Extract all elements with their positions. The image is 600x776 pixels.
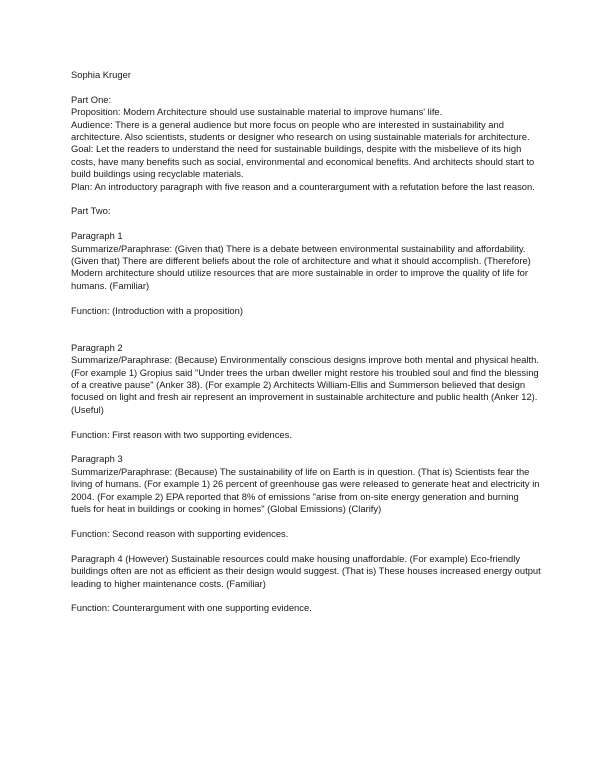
paragraph-4-text: Paragraph 4 (However) Sustainable resources could make housing unaffordable. (For example) Eco-friendly buildings often are not as efficient as their design would suggest. (That is) These houses increased energy output leading to higher maintenance costs. (Familiar) [71, 552, 541, 589]
audience-text: Audience: There is a general audience but more focus on people who are interested in sustainability and architecture. Also scientists, students or designer who research on using sustainable materials for architecture. [71, 118, 530, 143]
paragraph-3-summary: Summarize/Paraphrase: (Because) The sustainability of life on Earth is in question. (That is) Scientists fear the living of humans. (For example 1) 26 percent of greenhouse gas were released to generate heat and electricity in 2004. (For example 2) EPA reported that 8% of emissions "arise from on-site energy generation and burning fuels for heat in buildings or cooking in homes" (Global Emissions) (Clarify) [71, 465, 540, 515]
plan-text: Plan: An introductory paragraph with five reason and a counterargument with a refutation before the last reason. [71, 180, 535, 192]
part-one-heading: Part One: [71, 93, 112, 105]
author-name: Sophia Kruger [71, 69, 131, 80]
paragraph-2-title: Paragraph 2 [71, 341, 123, 353]
paragraph-1-title: Paragraph 1 [71, 230, 123, 242]
paragraph-1-summary: Summarize/Paraphrase: (Given that) There is a debate between environmental sustainability and affordability. (Given that) There are different beliefs about the role of architecture and what it should accomplish. (Therefore) Modern architecture should utilize resources that are more sustainable in order to improve the quality of life for humans. (Familiar) [71, 242, 531, 291]
paragraph-3-title: Paragraph 3 [71, 453, 123, 465]
paragraph-1-function: Function: (Introduction with a proposition) [71, 304, 243, 316]
part-two-heading: Part Two: [71, 205, 111, 217]
paragraph-2-summary: Summarize/Paraphrase: (Because) Environmentally conscious designs improve both mental and physical health. (For example 1) Gropius said "Under trees the urban dweller might restore his troubled soul and find the blessing of a creative pause" (Anker 38). (For example 2) Architects William-Ellis and Summerson believed that design focused on light and fresh air represent an improvement in sustainable architecture and public health (Anker 12). (Useful) [71, 354, 539, 415]
paragraph-4-function: Function: Counterargument with one supporting evidence. [71, 602, 312, 614]
document-page [71, 69, 541, 615]
proposition-text: Proposition: Modern Architecture should use sustainable material to improve humans' life. [71, 106, 443, 118]
goal-text: Goal: Let the readers to understand the need for sustainable buildings, despite with the misbelieve of its high costs, have many benefits such as social, environmental and economical benefits. And architects should start to build buildings using recyclable materials. [71, 143, 535, 180]
paragraph-3-function: Function: Second reason with supporting evidences. [71, 527, 289, 539]
paragraph-2-function: Function: First reason with two supporting evidences. [71, 428, 292, 440]
